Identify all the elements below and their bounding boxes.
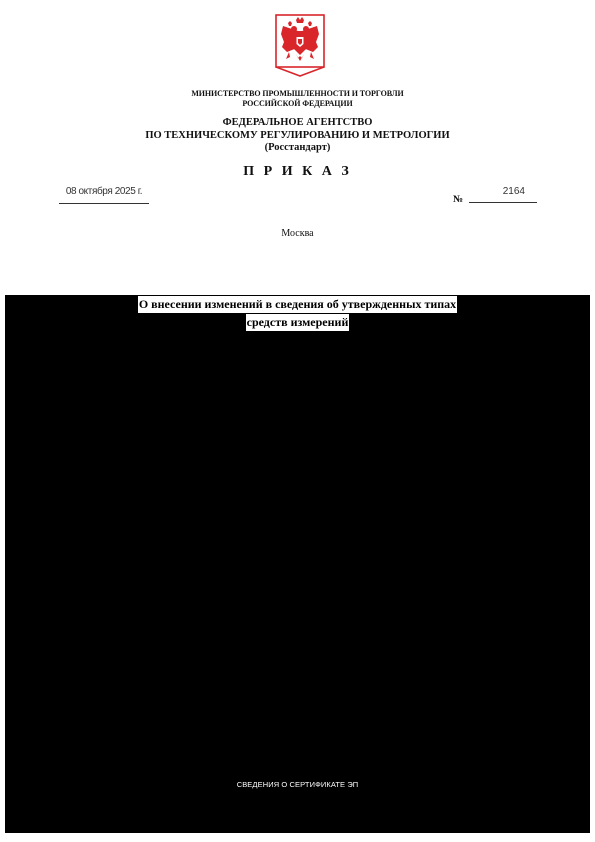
coat-of-arms-emblem: [275, 14, 325, 77]
subject-line-1: О внесении изменений в сведения об утвержденных типах: [138, 297, 457, 311]
agency-line-2: ПО ТЕХНИЧЕСКОМУ РЕГУЛИРОВАНИЮ И МЕТРОЛОГИИ: [145, 129, 450, 141]
order-subject: [5, 295, 590, 331]
subject-line-2: средств измерений: [246, 315, 349, 329]
ministry-name: [0, 89, 595, 108]
order-date: 08 октября 2025 г.: [59, 185, 149, 204]
redacted-area: [5, 295, 590, 833]
agency-line-3: (Росстандарт): [264, 142, 331, 153]
order-title: П Р И К А З: [243, 164, 352, 179]
order-city: Москва: [281, 228, 314, 239]
ministry-line-1: МИНИСТЕРСТВО ПРОМЫШЛЕННОСТИ И ТОРГОВЛИ: [191, 89, 404, 98]
order-number-field: [469, 185, 537, 203]
certificate-label: СВЕДЕНИЯ О СЕРТИФИКАТЕ ЭП: [236, 780, 359, 789]
order-number-label: №: [453, 194, 464, 205]
agency-name: [0, 117, 595, 155]
ministry-line-2: РОССИЙСКОЙ ФЕДЕРАЦИИ: [242, 98, 353, 108]
order-number: 2164: [502, 186, 525, 197]
agency-line-1: ФЕДЕРАЛЬНОЕ АГЕНТСТВО: [222, 117, 373, 128]
